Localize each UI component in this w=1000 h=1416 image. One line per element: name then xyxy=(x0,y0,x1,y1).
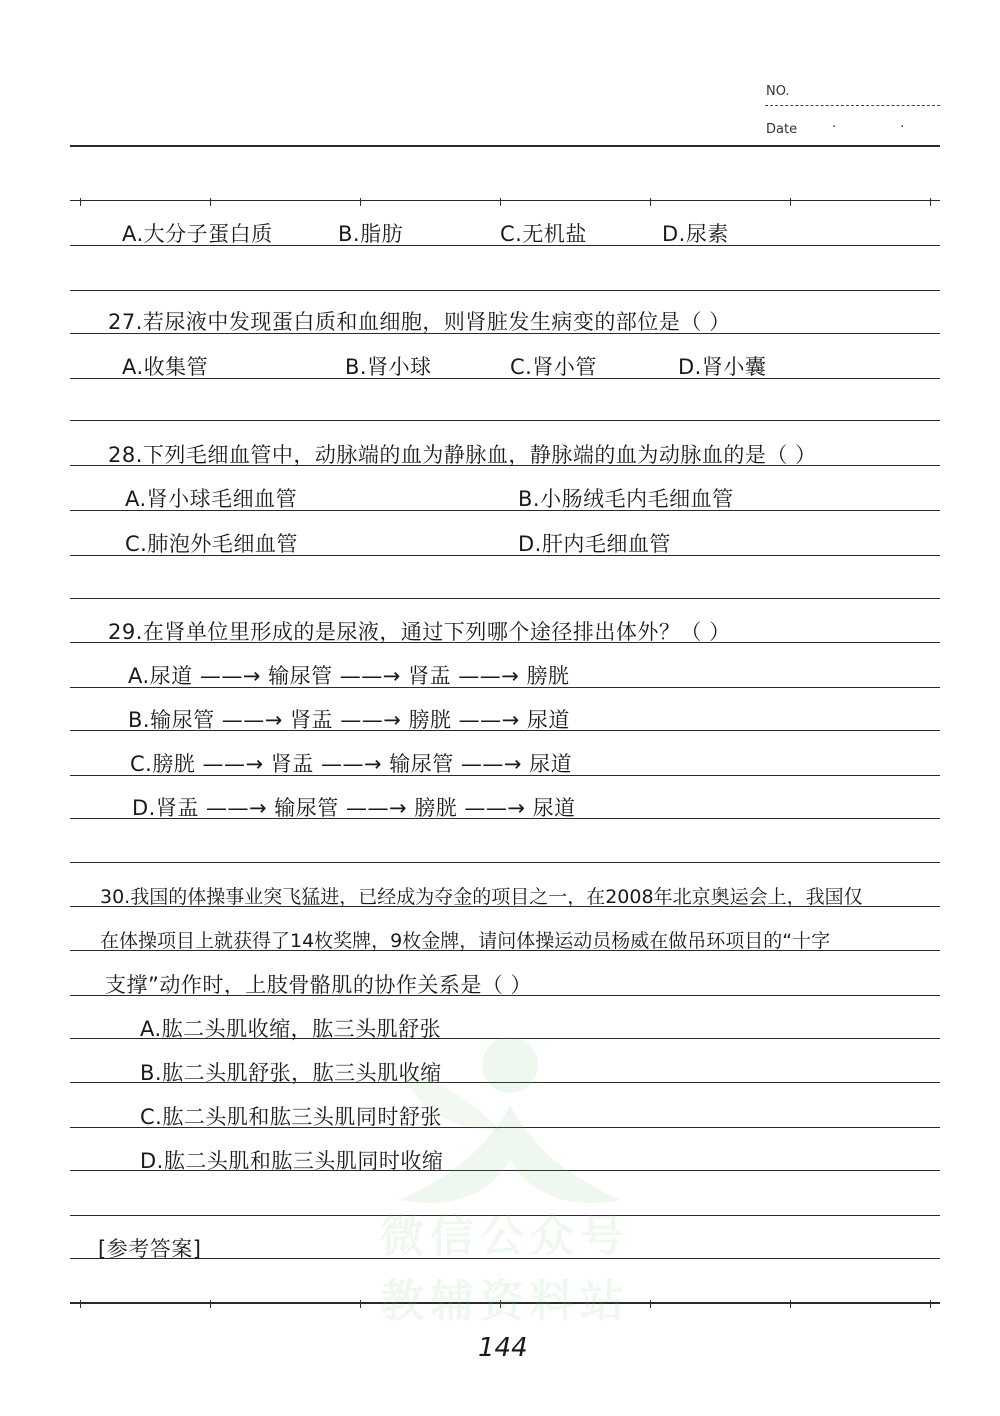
q30-stem-line-2: 在体操项目上就获得了14枚奖牌，9枚金牌，请问体操运动员杨威在做吊环项目的“十字 xyxy=(100,930,831,952)
q27-option-c: C.肾小管 xyxy=(510,355,597,379)
date-dots: · · xyxy=(832,120,935,135)
q30-option-b: B.肱二头肌舒张，肱三头肌收缩 xyxy=(140,1061,442,1085)
ruled-line xyxy=(70,862,940,863)
q26-option-c: C.无机盐 xyxy=(500,222,587,246)
no-label: NO. xyxy=(766,84,790,99)
q27-stem: 27.若尿液中发现蛋白质和血细胞，则肾脏发生病变的部位是（ ） xyxy=(108,310,731,334)
q29-option-c: C.膀胱 ——→ 肾盂 ——→ 输尿管 ——→ 尿道 xyxy=(130,752,573,776)
answer-label: [参考答案] xyxy=(98,1237,202,1261)
q29-option-a: A.尿道 ——→ 输尿管 ——→ 肾盂 ——→ 膀胱 xyxy=(128,664,570,688)
q28-option-d: D.肝内毛细血管 xyxy=(518,532,671,556)
q30-stem-line-3: 支撑”动作时，上肢骨骼肌的协作关系是（ ） xyxy=(105,973,533,997)
q27-option-a: A.收集管 xyxy=(122,355,209,379)
q27-option-b: B.肾小球 xyxy=(345,355,432,379)
q28-option-b: B.小肠绒毛内毛细血管 xyxy=(518,487,734,511)
q27-option-d: D.肾小囊 xyxy=(678,355,767,379)
q26-option-d: D.尿素 xyxy=(662,222,729,246)
ruled-line xyxy=(70,420,940,421)
ruled-line xyxy=(70,598,940,599)
date-label: Date xyxy=(766,122,798,137)
ruled-line xyxy=(70,145,940,147)
ruled-line xyxy=(70,290,940,291)
q29-stem: 29.在肾单位里形成的是尿液，通过下列哪个途径排出体外？（ ） xyxy=(108,620,731,644)
page-number: 144 xyxy=(478,1333,528,1363)
watermark-line-2: 教辅资料站 xyxy=(380,1276,630,1327)
q29-option-d: D.肾盂 ——→ 输尿管 ——→ 膀胱 ——→ 尿道 xyxy=(132,796,576,820)
tick-row xyxy=(70,198,940,206)
q30-option-d: D.肱二头肌和肱三头肌同时收缩 xyxy=(140,1149,444,1173)
q30-option-c: C.肱二头肌和肱三头肌同时舒张 xyxy=(140,1105,442,1129)
q30-option-a: A.肱二头肌收缩，肱三头肌舒张 xyxy=(140,1017,442,1041)
q26-option-a: A.大分子蛋白质 xyxy=(122,222,273,246)
q30-stem-line-1: 30.我国的体操事业突飞猛进，已经成为夺金的项目之一，在2008年北京奥运会上，我国仅 xyxy=(100,886,863,908)
q28-option-a: A.肾小球毛细血管 xyxy=(125,487,298,511)
q28-stem: 28.下列毛细血管中，动脉端的血为静脉血，静脉端的血为动脉血的是（ ） xyxy=(108,443,817,467)
watermark-line-1: 微信公众号 xyxy=(380,1211,630,1262)
q29-option-b: B.输尿管 ——→ 肾盂 ——→ 膀胱 ——→ 尿道 xyxy=(128,708,570,732)
q28-option-c: C.肺泡外毛细血管 xyxy=(125,532,298,556)
q26-option-b: B.脂肪 xyxy=(338,222,404,246)
header-dashed-line xyxy=(765,105,940,106)
